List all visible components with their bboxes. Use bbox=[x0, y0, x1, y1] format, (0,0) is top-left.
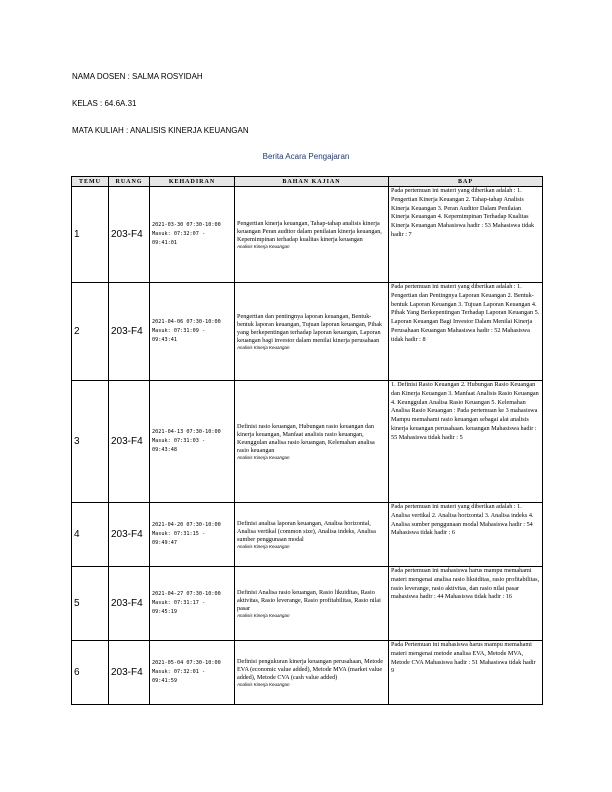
document-subtitle: Berita Acara Pengajaran bbox=[262, 152, 350, 161]
table-row bbox=[72, 567, 543, 641]
schedule-time: 2021-04-27 07:30-10:00 bbox=[152, 591, 221, 597]
room-cell: 203-F4 bbox=[109, 187, 150, 283]
attendance-cell bbox=[150, 187, 235, 283]
course-tag: Analisis Kinerja Keuangan bbox=[237, 544, 290, 550]
topic-cell bbox=[235, 187, 389, 283]
room-cell: 203-F4 bbox=[109, 641, 150, 705]
attendance-cell bbox=[150, 283, 235, 381]
bap-cell: Pada Pertemuan ini mahasiswa harus mampu memahami materi mengenai metode analisa EVA, Metode MVA, Metode CVA Mahasiswa hadir : 51 Mahasiswa tidak hadir 9 bbox=[389, 641, 543, 705]
table-row bbox=[72, 503, 543, 567]
column-header-ruang: RUANG bbox=[109, 177, 150, 187]
course-tag: Analisis Kinerja Keuangan bbox=[237, 244, 290, 250]
room-cell: 203-F4 bbox=[109, 567, 150, 641]
schedule-time: 2021-03-30 07:30-10:00 bbox=[152, 222, 221, 228]
table-row bbox=[72, 641, 543, 705]
attendance-cell bbox=[150, 381, 235, 503]
topic-text: Pengertian dan pentingnya laporan keuangan, Bentuk-bentuk laporan keuangan, Tujuan laporan keuangan, Pihak yang berkepentingan terhadap laporan keuangan, Laporan keuangan bagi investor dalam menilai kinerja perusahaan bbox=[237, 312, 383, 345]
topic-text: Definisi pengukuran kinerja keuangan perusahaan, Metode EVA (economic value added), Metode MVA (market value added), Metode CVA (cash value added) bbox=[237, 657, 384, 682]
course-tag: Analisis Kinerja Keuangan bbox=[237, 682, 290, 688]
topic-text: Pengertian kinerja keuangan, Tahap-tahap analisis kinerja keuangan Peran auditor dalam penilaian kinerja keuangan, Kepemimpinan terhadap kualitas kinerja keuangan bbox=[237, 219, 382, 244]
course-tag: Analisis Kinerja Keuangan bbox=[237, 455, 290, 461]
schedule-time: 2021-04-06 07:30-10:00 bbox=[152, 319, 221, 325]
meeting-number: 4 bbox=[72, 503, 109, 567]
attendance-cell bbox=[150, 567, 235, 641]
check-in-time: Masuk: 07:31:17 - bbox=[152, 600, 206, 606]
meeting-number: 1 bbox=[72, 187, 109, 283]
attendance-cell bbox=[150, 503, 235, 567]
check-out-time: 09:45:19 bbox=[152, 609, 177, 615]
check-in-time: Masuk: 07:31:09 - bbox=[152, 328, 206, 334]
meeting-number: 2 bbox=[72, 283, 109, 381]
bap-cell: 1. Definisi Rasio Keuangan 2. Hubungan Rasio Keuangan dan Kinerja Keuangan 3. Manfaat Analisis Rasio Keuangan 4. Keunggulan Analisa Rasio Keuangan 5. Kelemahan Analisa Rasio Keuangan : Pada pertemuan ke 3 mahasiswa Mampu memahami rasio keuangan sebagai alat analisis kinerja keuangan perusahaan. keuangan Mahasiswa hadir : 55 Mahasiswa tidak hadir : 5 bbox=[389, 381, 543, 503]
room-cell: 203-F4 bbox=[109, 503, 150, 567]
meeting-number: 3 bbox=[72, 381, 109, 503]
course-name: MATA KULIAH : ANALISIS KINERJA KEUANGAN bbox=[72, 126, 249, 135]
room-cell: 203-F4 bbox=[109, 283, 150, 381]
check-out-time: 09:43:48 bbox=[152, 447, 177, 453]
column-header-bap: BAP bbox=[389, 177, 543, 187]
topic-cell bbox=[235, 641, 389, 705]
table-row bbox=[72, 187, 543, 283]
attendance-cell bbox=[150, 641, 235, 705]
check-out-time: 09:41:59 bbox=[152, 678, 177, 684]
table-row bbox=[72, 381, 543, 503]
course-tag: Analisis Kinerja Keuangan bbox=[237, 613, 290, 619]
schedule-time: 2021-04-13 07:30-10:00 bbox=[152, 429, 221, 435]
column-header-bahan-kajian: BAHAN KAJIAN bbox=[235, 177, 389, 187]
check-in-time: Masuk: 07:32:07 - bbox=[152, 231, 206, 237]
check-in-time: Masuk: 07:31:15 - bbox=[152, 531, 206, 537]
check-in-time: Masuk: 07:31:03 - bbox=[152, 438, 206, 444]
check-out-time: 09:41:01 bbox=[152, 240, 177, 246]
schedule-time: 2021-05-04 07:30-10:00 bbox=[152, 660, 221, 666]
meeting-number: 5 bbox=[72, 567, 109, 641]
column-header-kehadiran: KEHADIRAN bbox=[150, 177, 235, 187]
check-in-time: Masuk: 07:32:01 - bbox=[152, 669, 206, 675]
topic-text: Definisi analisa laporan keuangan, Analisa horizontal, Analisa vertikal (common size), Analisa indeks, Analisa sumber penggunaan modal bbox=[237, 519, 376, 544]
check-out-time: 09:49:47 bbox=[152, 540, 177, 546]
topic-cell bbox=[235, 381, 389, 503]
course-tag: Analisis Kinerja Keuangan bbox=[237, 345, 290, 351]
topic-cell bbox=[235, 567, 389, 641]
check-out-time: 09:43:41 bbox=[152, 337, 177, 343]
topic-cell bbox=[235, 503, 389, 567]
table-header-row bbox=[72, 177, 543, 187]
topic-text: Definisi rasio keuangan, Hubungan rasio keuangan dan kinerja keuangan, Manfaat analisis rasio keuangan, Keunggulan analisa rasio keuangan, Kelemahan analisa rasio keuangan bbox=[237, 422, 375, 455]
table-row bbox=[72, 283, 543, 381]
room-cell: 203-F4 bbox=[109, 381, 150, 503]
lecturer-name: NAMA DOSEN : SALMA ROSYIDAH bbox=[72, 72, 203, 81]
column-header-temu: TEMU bbox=[72, 177, 109, 187]
class-code: KELAS : 64.6A.31 bbox=[72, 99, 137, 108]
attendance-table bbox=[71, 176, 543, 705]
topic-cell bbox=[235, 283, 389, 381]
topic-text: Definisi Analisa rasio keuangan, Rasio likuiditas, Rasio aktivitas, Rasio leverange, Rasio profitabilitas, Rasio nilai pasar bbox=[237, 588, 381, 613]
bap-cell: Pada pertemuan ini mahasiswa harus mampu memahami materi mengenai analisa rasio likuiditas, rasio profitabilitas, rasio leverange, rasio aktivitas, dan rasio nilai pasar mahasiswa hadir : 44 Mahasiswa tidak hadir : 16 bbox=[389, 567, 543, 641]
bap-cell: Pada pertemuan ini materi yang diberikan adalah : 1. Analisa vertikal 2. Analisa horizontal 3. Analisa indeks 4. Analisa sumber penggunaan modal Mahasiswa hadir : 54 Mahasiswa tidak hadir : 6 bbox=[389, 503, 543, 567]
meeting-number: 6 bbox=[72, 641, 109, 705]
schedule-time: 2021-04-20 07:30-10:00 bbox=[152, 522, 221, 528]
bap-cell: Pada pertemuan ini materi yang diberikan adalah : 1. Pengertian Kinerja Keuangan 2. Tahap-tahap Analisis Kinerja Keuangan 3. Peran Auditor Dalam Penilaian Kinerja Keuangan 4. Kepemimpinan Terhadap Kualitas Kinerja Keuangan Mahasiswa hadir : 53 Mahasiswa tidak hadir : 7 bbox=[389, 187, 543, 283]
bap-cell: Pada pertemuan ini materi yang diberikan adalah : 1. Pengertian dan Pentingnya Laporan Keuangan 2. Bentuk-bentuk Laporan Keuangan 3. Tujuan Laporan Keuangan 4. Pihak Yang Berkepentingan Terhadap Laporan Keuangan 5. Laporan Keuangan Bagi Investor Dalam Menilai Kinerja Perusahaan Keuangan Mahasiswa hadir : 52 Mahasiswa tidak hadir : 8 bbox=[389, 283, 543, 381]
